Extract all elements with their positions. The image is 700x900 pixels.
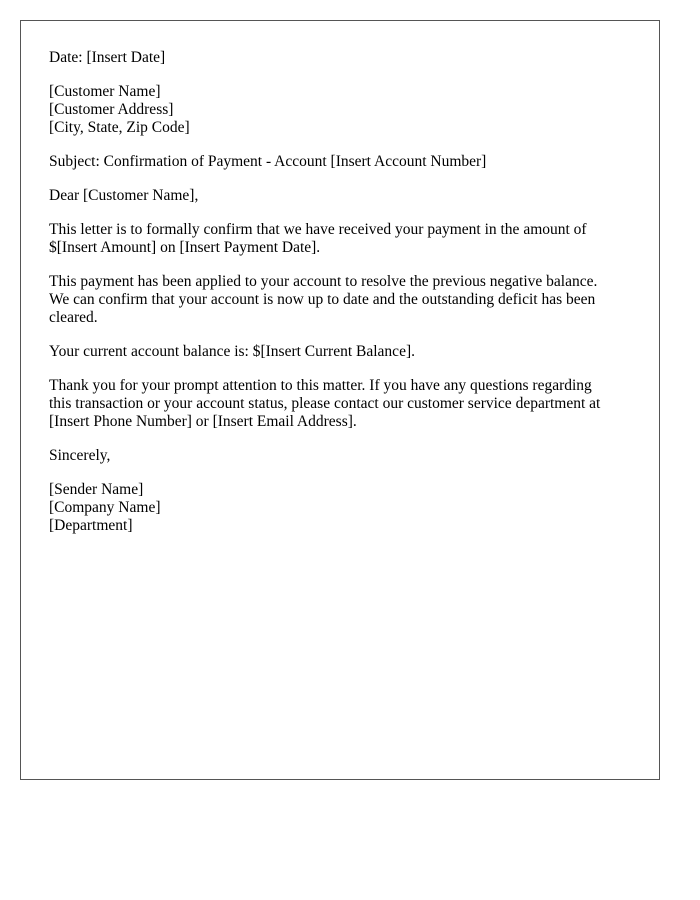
greeting-text: Dear [Customer Name], [49,187,199,204]
letter-body [49,49,629,551]
date-line [49,49,629,67]
paragraph-line: [Insert Phone Number] or [Insert Email Address]. [49,413,357,430]
paragraph-payment-received [49,221,629,257]
recipient-block [49,83,629,137]
paragraph-line: This letter is to formally confirm that we have received your payment in the amount of [49,221,587,238]
signature-block [49,481,629,535]
paragraph-line: $[Insert Amount] on [Insert Payment Date]. [49,239,321,256]
date-text: Date: [Insert Date] [49,49,166,66]
paragraph-line: Your current account balance is: $[Insert Current Balance]. [49,343,415,360]
recipient-address: [Customer Address] [49,101,174,118]
paragraph-line: this transaction or your account status, please contact our customer service department at [49,395,601,412]
closing-text: Sincerely, [49,447,111,464]
sender-name: [Sender Name] [49,481,144,498]
letter-page [20,20,660,780]
paragraph-line: This payment has been applied to your account to resolve the previous negative balance. [49,273,598,290]
recipient-name: [Customer Name] [49,83,161,100]
subject-text: Subject: Confirmation of Payment - Account [Insert Account Number] [49,153,487,170]
paragraph-line: cleared. [49,309,98,326]
greeting [49,187,629,205]
paragraph-contact [49,377,629,431]
paragraph-line: Thank you for your prompt attention to this matter. If you have any questions regarding [49,377,592,394]
subject-line [49,153,629,171]
company-name: [Company Name] [49,499,161,516]
paragraph-balance-resolved [49,273,629,327]
closing [49,447,629,465]
paragraph-line: We can confirm that your account is now up to date and the outstanding deficit has been [49,291,596,308]
paragraph-current-balance [49,343,629,361]
recipient-city-state-zip: [City, State, Zip Code] [49,119,190,136]
department: [Department] [49,517,133,534]
